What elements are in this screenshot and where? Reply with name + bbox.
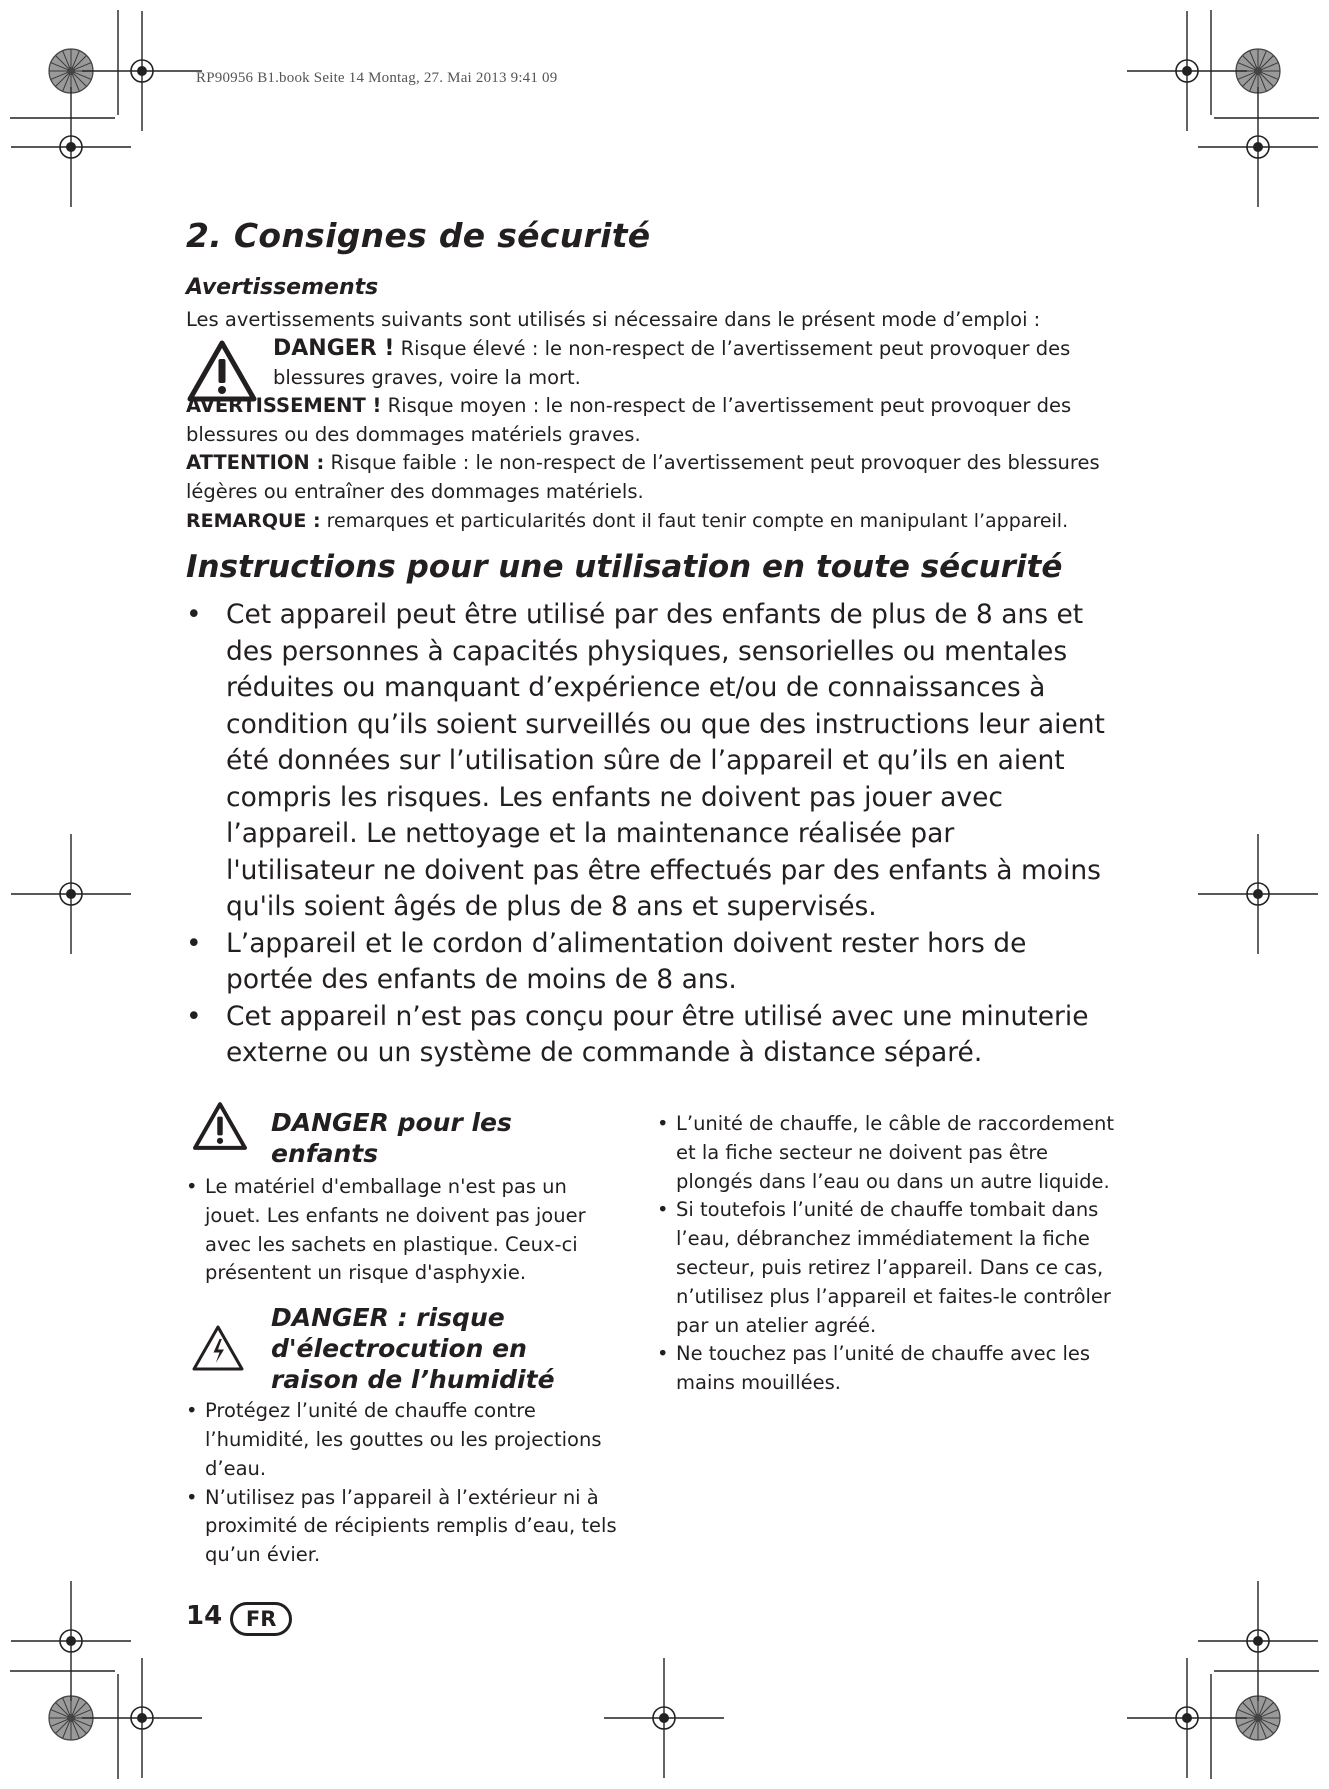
attention-label: ATTENTION : — [186, 451, 325, 474]
danger-text: Risque élevé : le non-respect de l’avertissement peut provoquer des blessures graves, voire la mort. — [273, 337, 1071, 389]
language-badge: FR — [230, 1602, 292, 1636]
bullet: • — [186, 927, 202, 959]
section-title: 2. Consignes de sécurité — [186, 216, 651, 255]
avertissement-label: AVERTISSEMENT ! — [186, 394, 382, 417]
list-item: • Protégez l’unité de chauffe contre l’humidité, les gouttes ou les projections d’eau. — [186, 1399, 602, 1480]
list-item: • Cet appareil n’est pas conçu pour être utilisé avec une minuterie externe ou un système de commande à distance séparé. — [186, 1000, 1089, 1068]
page-footer — [186, 1600, 292, 1634]
list-item: • Ne touchez pas l’unité de chauffe avec les mains mouillées. — [657, 1342, 1091, 1395]
danger-label: DANGER ! — [273, 336, 395, 361]
list-item: • Le matériel d'emballage n'est pas un jouet. Les enfants ne doivent pas jouer avec les sachets en plastique. Ceux-ci présentent un risque d'asphyxie. — [186, 1175, 586, 1285]
remarque-label: REMARQUE : — [186, 510, 321, 532]
warning-triangle-icon — [190, 1101, 250, 1151]
page-number: 14 — [186, 1601, 223, 1631]
left-column — [186, 1107, 626, 1570]
danger-children-heading: DANGER pour les enfants — [186, 1107, 626, 1169]
remarque-definition — [186, 507, 1106, 536]
right-column — [657, 1110, 1117, 1398]
list-item: • Si toutefois l’unité de chauffe tombait dans l’eau, débranchez immédiatement la fiche secteur, puis retirez l’appareil. Dans ce cas, n’utilisez plus l’appareil et faites-le contrôler par un atelier agréé. — [657, 1198, 1111, 1337]
list-item: • L’unité de chauffe, le câble de raccordement et la fiche secteur ne doivent pas être plongés dans l’eau ou dans un autre liquide. — [657, 1112, 1115, 1193]
instructions-heading: Instructions pour une utilisation en toute sécurité — [186, 549, 1063, 585]
attention-definition — [186, 449, 1106, 506]
list-item: • L’appareil et le cordon d’alimentation doivent rester hors de portée des enfants de moins de 8 ans. — [186, 927, 1027, 995]
electric-hazard-icon — [190, 1324, 246, 1372]
list-item: • Cet appareil peut être utilisé par des enfants de plus de 8 ans et des personnes à capacités physiques, sensorielles ou mentales réduites ou manquant d’expérience et/ou de connaissances à condition qu’ils soient surveillés ou que des instructions leur aient été données sur l’utilisation sûre de l’appareil et qu’ils en aient compris les risques. Les enfants ne doivent pas jouer avec l’appareil. Le nettoyage et la maintenance réalisée par l'utilisateur ne doivent pas être effectués par des enfants à moins qu'ils soient âgés de plus de 8 ans et supervisés. — [186, 599, 1105, 922]
remarque-text: remarques et particularités dont il faut tenir compte en manipulant l’appareil. — [320, 510, 1069, 532]
instructions-list — [186, 597, 1106, 1072]
list-item: • N’utilisez pas l’appareil à l’extérieur ni à proximité de récipients remplis d’eau, tels qu’un évier. — [186, 1485, 617, 1567]
warnings-intro: Les avertissements suivants sont utilisés si nécessaire dans le présent mode d’emploi : — [186, 308, 1041, 331]
bullet: • — [186, 1000, 202, 1032]
attention-text: Risque faible : le non-respect de l’avertissement peut provoquer des blessures légères ou entraîner des dommages matériels. — [186, 451, 1100, 503]
avertissement-definition — [186, 392, 1106, 449]
avertissement-text: Risque moyen : le non-respect de l’avertissement peut provoquer des blessures ou des dommages matériels graves. — [186, 394, 1072, 446]
file-header: RP90956 B1.book Seite 14 Montag, 27. Mai 2013 9:41 09 — [196, 70, 558, 86]
danger-electro-heading: DANGER : risque d'électrocution en raison de l’humidité — [186, 1302, 626, 1395]
bullet: • — [186, 599, 202, 630]
warnings-heading: Avertissements — [186, 275, 379, 300]
